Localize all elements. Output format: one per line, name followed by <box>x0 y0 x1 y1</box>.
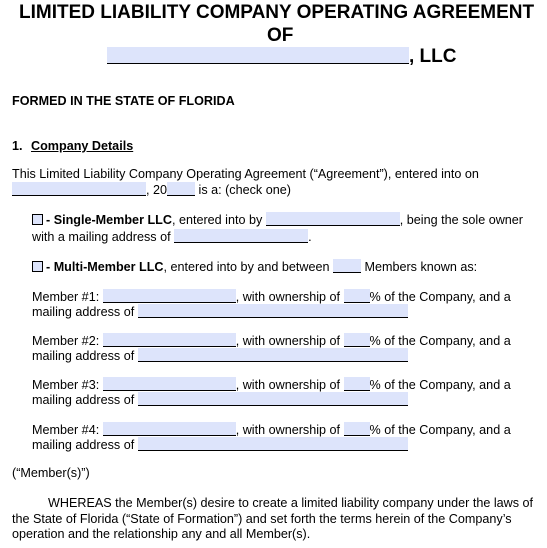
member-name-field[interactable] <box>103 422 236 436</box>
whereas-line-1: WHEREAS the Member(s) desire to create a limited liability company under the laws of <box>48 496 534 510</box>
single-member-option <box>32 212 523 227</box>
member-label: Member #4: <box>32 423 100 437</box>
period: . <box>308 230 312 244</box>
intro-year-label: , 20 <box>146 183 168 197</box>
single-mailing-label: with a mailing address of <box>32 230 171 244</box>
single-member-label: - Single-Member LLC <box>46 213 172 227</box>
member-4-line <box>32 422 511 437</box>
sole-owner-address-field[interactable] <box>174 229 308 243</box>
members-note: (“Member(s)”) <box>12 466 90 480</box>
member-pct-text: % of the Company, and a <box>369 334 511 348</box>
member-ownership-text: , with ownership of <box>235 290 341 304</box>
single-member-checkbox[interactable] <box>32 214 43 225</box>
member-pct-field[interactable] <box>344 333 370 347</box>
member-label: Member #2: <box>32 334 100 348</box>
document-title-of: OF <box>267 25 294 46</box>
intro-date-line <box>12 182 291 197</box>
member-address-field[interactable] <box>138 437 408 451</box>
member-ownership-text: , with ownership of <box>235 378 341 392</box>
member-mailing-label: mailing address of <box>32 305 135 319</box>
member-2-address-line <box>32 348 408 363</box>
sole-owner-text: , being the sole owner <box>399 213 524 227</box>
company-name-line <box>107 46 457 68</box>
single-member-address-line <box>32 229 312 244</box>
formed-in-state: FORMED IN THE STATE OF FLORIDA <box>12 94 235 108</box>
member-pct-text: % of the Company, and a <box>369 290 511 304</box>
multi-member-option <box>32 259 477 274</box>
member-3-address-line <box>32 392 408 407</box>
multi-member-label: - Multi-Member LLC <box>46 260 164 274</box>
members-known-as: Members known as: <box>364 260 478 274</box>
member-4-address-line <box>32 437 408 452</box>
year-field[interactable] <box>167 182 195 196</box>
member-pct-text: % of the Company, and a <box>369 378 511 392</box>
member-mailing-label: mailing address of <box>32 393 135 407</box>
member-label: Member #3: <box>32 378 100 392</box>
member-name-field[interactable] <box>103 377 236 391</box>
member-name-field[interactable] <box>103 333 236 347</box>
sole-owner-name-field[interactable] <box>266 212 400 226</box>
section-heading <box>12 139 133 153</box>
member-mailing-label: mailing address of <box>32 438 135 452</box>
multi-member-text: , entered into by and between <box>163 260 330 274</box>
member-label: Member #1: <box>32 290 100 304</box>
member-pct-text: % of the Company, and a <box>369 423 511 437</box>
member-mailing-label: mailing address of <box>32 349 135 363</box>
member-pct-field[interactable] <box>344 377 370 391</box>
member-ownership-text: , with ownership of <box>235 423 341 437</box>
member-address-field[interactable] <box>138 304 408 318</box>
document-title: LIMITED LIABILITY COMPANY OPERATING AGREEMENT <box>19 2 535 23</box>
multi-member-checkbox[interactable] <box>32 261 43 272</box>
date-field[interactable] <box>12 182 146 196</box>
whereas-line-3: operation and the relationship any and all Member(s). <box>12 527 311 541</box>
whereas-line-2: the State of Florida (“State of Formation”) and set forth the terms herein of the Company’s <box>12 512 512 526</box>
member-ownership-text: , with ownership of <box>235 334 341 348</box>
member-name-field[interactable] <box>103 289 236 303</box>
member-2-line <box>32 333 511 348</box>
section-number: 1. <box>12 139 23 153</box>
member-pct-field[interactable] <box>344 289 370 303</box>
member-count-field[interactable] <box>333 259 361 273</box>
member-1-line <box>32 289 511 304</box>
member-pct-field[interactable] <box>344 422 370 436</box>
llc-suffix: , LLC <box>409 46 457 67</box>
member-3-line <box>32 377 511 392</box>
intro-check-label: is a: (check one) <box>198 183 291 197</box>
single-member-text: , entered into by <box>171 213 263 227</box>
section-title: Company Details <box>31 139 134 153</box>
member-address-field[interactable] <box>138 348 408 362</box>
company-name-field[interactable] <box>107 47 409 64</box>
intro-line: This Limited Liability Company Operating Agreement (“Agreement”), entered into on <box>12 167 479 181</box>
member-1-address-line <box>32 304 408 319</box>
member-address-field[interactable] <box>138 392 408 406</box>
